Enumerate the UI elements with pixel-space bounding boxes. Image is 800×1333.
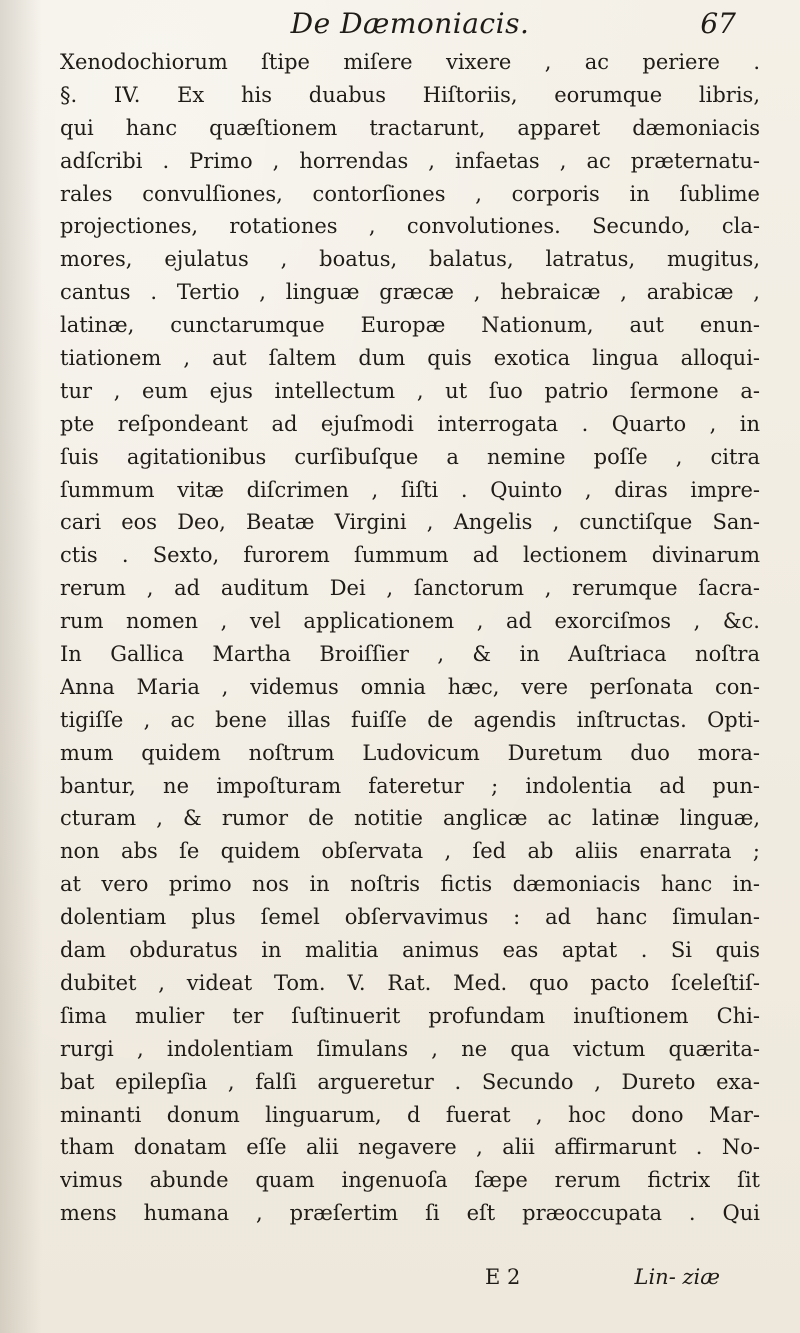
text-line: rum nomen , vel applicationem , ad exorciſmos , &c.	[60, 609, 760, 634]
text-line: bat epilepſia , falſi argueretur . Secundo , Dureto exa-	[60, 1069, 760, 1094]
text-line: cari eos Deo, Beatæ Virgini , Angelis , cunctiſque San-	[60, 510, 760, 535]
gutter-shadow	[0, 0, 42, 1333]
text-line: pte reſpondeant ad ejuſmodi interrogata . Quarto , in	[60, 411, 760, 436]
text-line: In Gallica Martha Broiſſier , & in Auſtriaca noſtra	[60, 642, 760, 667]
text-line: tur , eum ejus intellectum , ut ſuo patrio ſermone a-	[60, 378, 760, 403]
text-line: non abs ſe quidem obſervata , ſed ab aliis enarrata ;	[60, 839, 760, 864]
text-line: rales convulſiones, contorſiones , corporis in ſublime	[60, 181, 760, 206]
text-line: qui hanc quæſtionem tractarunt, apparet dæmoniacis	[60, 115, 760, 140]
text-line: mens humana , præſertim ſi eſt præoccupata . Qui	[60, 1201, 760, 1226]
text-line: latinæ, cunctarumque Europæ Nationum, aut enun-	[60, 313, 760, 338]
running-title: De Dæmoniacis.	[290, 7, 530, 40]
text-line: Xenodochiorum ſtipe miſere vixere , ac periere .	[60, 50, 760, 74]
page-header	[60, 4, 760, 44]
body-text	[60, 46, 760, 1230]
text-line: mum quidem noſtrum Ludovicum Duretum duo mora-	[60, 740, 760, 765]
text-line: ſima mulier ter ſuſtinuerit profundam inuſtionem Chi-	[60, 1003, 760, 1028]
text-line: mores, ejulatus , boatus, balatus, latratus, mugitus,	[60, 247, 760, 272]
text-line: Anna Maria , videmus omnia hæc, vere perſonata con-	[60, 674, 760, 699]
text-line: minanti donum linguarum, d fuerat , hoc dono Mar-	[60, 1102, 760, 1127]
text-line: cturam , & rumor de notitie anglicæ ac latinæ linguæ,	[60, 806, 760, 831]
text-line: tiationem , aut ſaltem dum quis exotica lingua alloqui-	[60, 346, 760, 371]
text-line: ſuis agitationibus curſibuſque a nemine poſſe , citra	[60, 444, 760, 469]
text-line: projectiones, rotationes , convolutiones. Secundo, cla-	[60, 214, 760, 239]
page-number: 67	[700, 7, 736, 40]
text-line: tham donatam eſſe alii negavere , alii affirmarunt . No-	[60, 1135, 760, 1160]
text-line: at vero primo nos in noſtris fictis dæmoniacis hanc in-	[60, 872, 760, 897]
text-line: tigiſſe , ac bene illas fuiſſe de agendis inſtructas. Opti-	[60, 707, 760, 732]
text-line: adſcribi . Primo , horrendas , infaetas , ac præternatu-	[60, 148, 760, 173]
text-line: vimus abunde quam ingenuoſa ſæpe rerum fictrix ſit	[60, 1168, 760, 1193]
text-line: rerum , ad auditum Dei , ſanctorum , rerumque ſacra-	[60, 576, 760, 601]
text-line: §. IV. Ex his duabus Hiſtoriis, eorumque libris,	[60, 82, 760, 107]
text-line: bantur, ne impoſturam fateretur ; indolentia ad pun-	[60, 773, 760, 798]
text-line: ctis . Sexto, furorem ſummum ad lectionem divinarum	[60, 543, 760, 568]
signature-mark: E 2	[485, 1265, 521, 1289]
text-line: dubitet , videat Tom. V. Rat. Med. quo pacto ſceleſtiſ-	[60, 970, 760, 995]
text-line: cantus . Tertio , linguæ græcæ , hebraicæ , arabicæ ,	[60, 280, 760, 305]
text-line: dolentiam plus ſemel obſervavimus : ad hanc ſimulan-	[60, 905, 760, 930]
text-line: rurgi , indolentiam ſimulans , ne qua victum quærita-	[60, 1036, 760, 1061]
page-footer	[60, 1262, 760, 1292]
text-line: ſummum vitæ diſcrimen , ſiſti . Quinto , diras impre-	[60, 477, 760, 502]
catchword: Lin- ziæ	[634, 1265, 720, 1289]
text-line: dam obduratus in malitia animus eas aptat . Si quis	[60, 938, 760, 963]
